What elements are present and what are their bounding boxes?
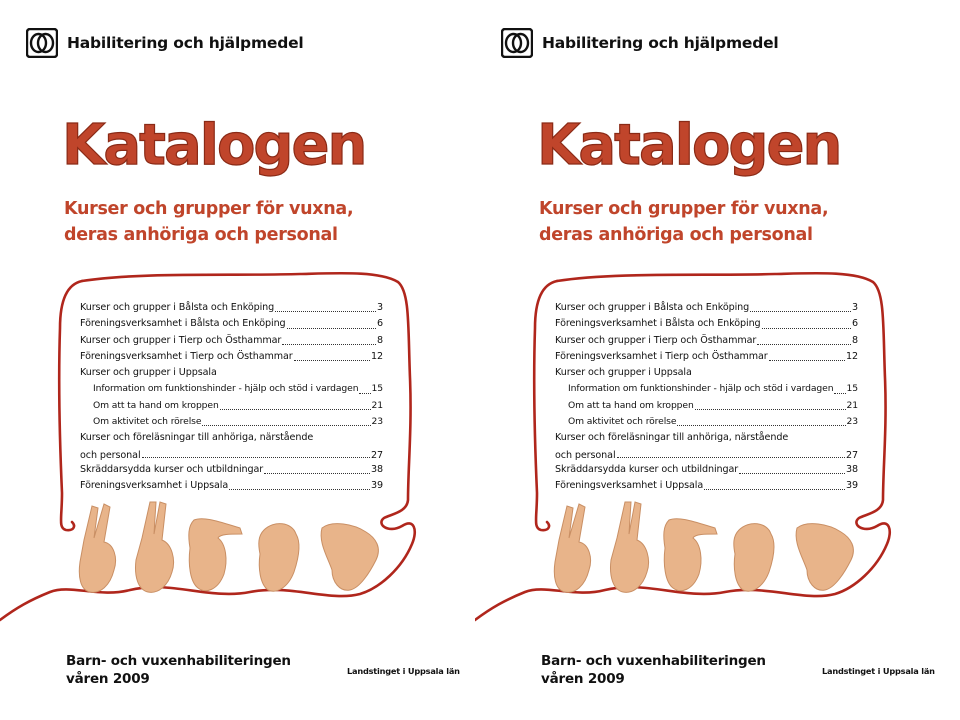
toc-page-number: 6 (851, 318, 858, 330)
toc-leader-dots (695, 408, 846, 410)
toc-page-number: 27 (370, 449, 383, 461)
toc-leader-dots (739, 472, 845, 474)
toc-leader-dots (220, 408, 371, 410)
toc-leader-dots (750, 310, 851, 312)
toc-leader-dots (202, 424, 370, 426)
toc-entry (555, 430, 858, 446)
toc-entry (555, 478, 858, 494)
hand-sign-fist-icon (259, 524, 299, 592)
publisher-name (541, 652, 766, 688)
toc-entry-title: Skräddarsydda kurser och utbildningar (555, 463, 739, 475)
toc-page-number: 38 (370, 463, 383, 475)
hand-signs-illustration (70, 498, 390, 598)
toc-page-number: 21 (371, 399, 383, 411)
publisher-name (66, 652, 291, 688)
toc-entry (80, 365, 383, 381)
toc-entry (80, 300, 383, 316)
toc-entry-title: Föreningsverksamhet i Bålsta och Enköping (555, 318, 761, 330)
toc-entry-title: Kurser och grupper i Uppsala (80, 367, 217, 379)
hand-signs-illustration (545, 498, 865, 598)
toc-entry-title: Föreningsverksamhet i Tierp och Östhammar (80, 350, 293, 362)
toc-leader-dots (762, 327, 851, 329)
toc-entry (80, 462, 383, 478)
toc-entry-title: Kurser och föreläsningar till anhöriga, närstående (555, 432, 789, 444)
hand-sign-pointing-icon (189, 519, 242, 591)
organization-name: Habilitering och hjälpmedel (542, 34, 779, 52)
toc-page-number: 21 (846, 399, 858, 411)
toc-entry (555, 333, 858, 349)
toc-entry (555, 462, 858, 478)
subtitle-line-1: Kurser och grupper för vuxna, (539, 199, 829, 219)
toc-leader-dots (287, 327, 376, 329)
toc-entry-title: Information om funktionshinder - hjälp och stöd i vardagen (568, 383, 834, 395)
toc-entry (555, 398, 858, 414)
toc-entry-title: Kurser och föreläsningar till anhöriga, närstående (80, 432, 314, 444)
toc-entry (80, 381, 383, 397)
toc-page-number: 12 (370, 350, 383, 362)
toc-entry (555, 381, 858, 397)
organization-header (501, 27, 779, 59)
toc-entry (555, 349, 858, 365)
toc-page-number: 27 (845, 449, 858, 461)
toc-leader-dots (359, 392, 370, 394)
toc-leader-dots (142, 456, 370, 458)
toc-entry (555, 316, 858, 332)
hand-sign-victory-icon (79, 504, 115, 592)
toc-leader-dots (264, 472, 370, 474)
toc-page-number: 15 (846, 383, 858, 395)
catalog-cover-right (475, 0, 945, 720)
toc-entry (555, 447, 858, 462)
subtitle-line-1: Kurser och grupper för vuxna, (64, 199, 354, 219)
toc-entry-title: Kurser och grupper i Bålsta och Enköping (555, 302, 750, 313)
hand-sign-flat-hand-icon (796, 524, 853, 591)
toc-entry-title: Information om funktionshinder - hjälp och stöd i vardagen (93, 383, 359, 395)
toc-page-number: 6 (376, 318, 383, 330)
toc-page-number: 23 (846, 416, 858, 428)
toc-entry-title: Skräddarsydda kurser och utbildningar (80, 463, 264, 475)
publisher-line-1: Barn- och vuxenhabiliteringen (66, 653, 291, 669)
toc-page-number: 38 (845, 463, 858, 475)
toc-leader-dots (704, 488, 845, 490)
toc-leader-dots (282, 343, 376, 345)
toc-entry-title: Kurser och grupper i Uppsala (555, 367, 692, 379)
toc-page-number: 15 (371, 383, 383, 395)
toc-entry (555, 365, 858, 381)
toc-leader-dots (229, 488, 370, 490)
toc-entry (80, 333, 383, 349)
toc-page-number: 39 (845, 479, 858, 491)
toc-page-number: 23 (371, 416, 383, 428)
toc-entry-title: och personal (555, 449, 616, 461)
toc-page-number: 8 (851, 334, 858, 346)
toc-leader-dots (617, 456, 845, 458)
hand-sign-fist-icon (734, 524, 774, 592)
catalog-cover-left (0, 0, 470, 720)
hand-sign-flat-hand-icon (321, 524, 378, 591)
toc-entry-title: Kurser och grupper i Bålsta och Enköping (80, 302, 275, 313)
toc-entry-title: och personal (80, 449, 141, 461)
subtitle-line-2: deras anhöriga och personal (64, 225, 338, 245)
toc-page-number: 39 (370, 479, 383, 491)
organization-name: Habilitering och hjälpmedel (67, 34, 304, 52)
toc-leader-dots (294, 359, 370, 361)
catalog-title: Katalogen (62, 113, 366, 178)
toc-entry (80, 349, 383, 365)
toc-page-number: 8 (376, 334, 383, 346)
organization-logo-icon (501, 28, 533, 58)
publisher-line-1: Barn- och vuxenhabiliteringen (541, 653, 766, 669)
catalog-subtitle (64, 196, 353, 248)
toc-entry-title: Föreningsverksamhet i Uppsala (555, 479, 704, 491)
toc-entry-title: Om att ta hand om kroppen (568, 399, 694, 411)
toc-entry-title: Om att ta hand om kroppen (93, 399, 219, 411)
toc-entry (80, 316, 383, 332)
toc-entry-title: Föreningsverksamhet i Uppsala (80, 479, 229, 491)
catalog-title: Katalogen (537, 113, 841, 178)
organization-header (26, 27, 304, 59)
toc-entry-title: Om aktivitet och rörelse (568, 416, 677, 428)
toc-entry (80, 447, 383, 462)
toc-entry (80, 398, 383, 414)
hand-sign-pointing-icon (664, 519, 717, 591)
toc-entry-title: Om aktivitet och rörelse (93, 416, 202, 428)
toc-leader-dots (757, 343, 851, 345)
table-of-contents (555, 300, 858, 494)
toc-entry-title: Kurser och grupper i Tierp och Östhammar (555, 334, 757, 346)
toc-leader-dots (275, 310, 376, 312)
region-logo-text: Landstinget i Uppsala län (347, 666, 460, 676)
toc-page-number: 12 (845, 350, 858, 362)
toc-entry (80, 430, 383, 446)
toc-page-number: 3 (851, 302, 858, 313)
table-of-contents (80, 300, 383, 494)
organization-logo-icon (26, 28, 58, 58)
catalog-subtitle (539, 196, 828, 248)
publisher-line-2: våren 2009 (541, 671, 625, 687)
toc-entry (555, 300, 858, 316)
toc-leader-dots (677, 424, 845, 426)
toc-entry (80, 414, 383, 430)
hand-sign-two-fingers-icon (136, 502, 174, 592)
toc-leader-dots (834, 392, 845, 394)
hand-sign-two-fingers-icon (611, 502, 649, 592)
hand-sign-victory-icon (554, 504, 590, 592)
toc-entry-title: Föreningsverksamhet i Tierp och Östhammar (555, 350, 768, 362)
toc-entry (555, 414, 858, 430)
subtitle-line-2: deras anhöriga och personal (539, 225, 813, 245)
toc-entry-title: Föreningsverksamhet i Bålsta och Enköping (80, 318, 286, 330)
toc-page-number: 3 (376, 302, 383, 313)
region-logo-text: Landstinget i Uppsala län (822, 666, 935, 676)
publisher-line-2: våren 2009 (66, 671, 150, 687)
toc-leader-dots (769, 359, 845, 361)
toc-entry-title: Kurser och grupper i Tierp och Östhammar (80, 334, 282, 346)
toc-entry (80, 478, 383, 494)
